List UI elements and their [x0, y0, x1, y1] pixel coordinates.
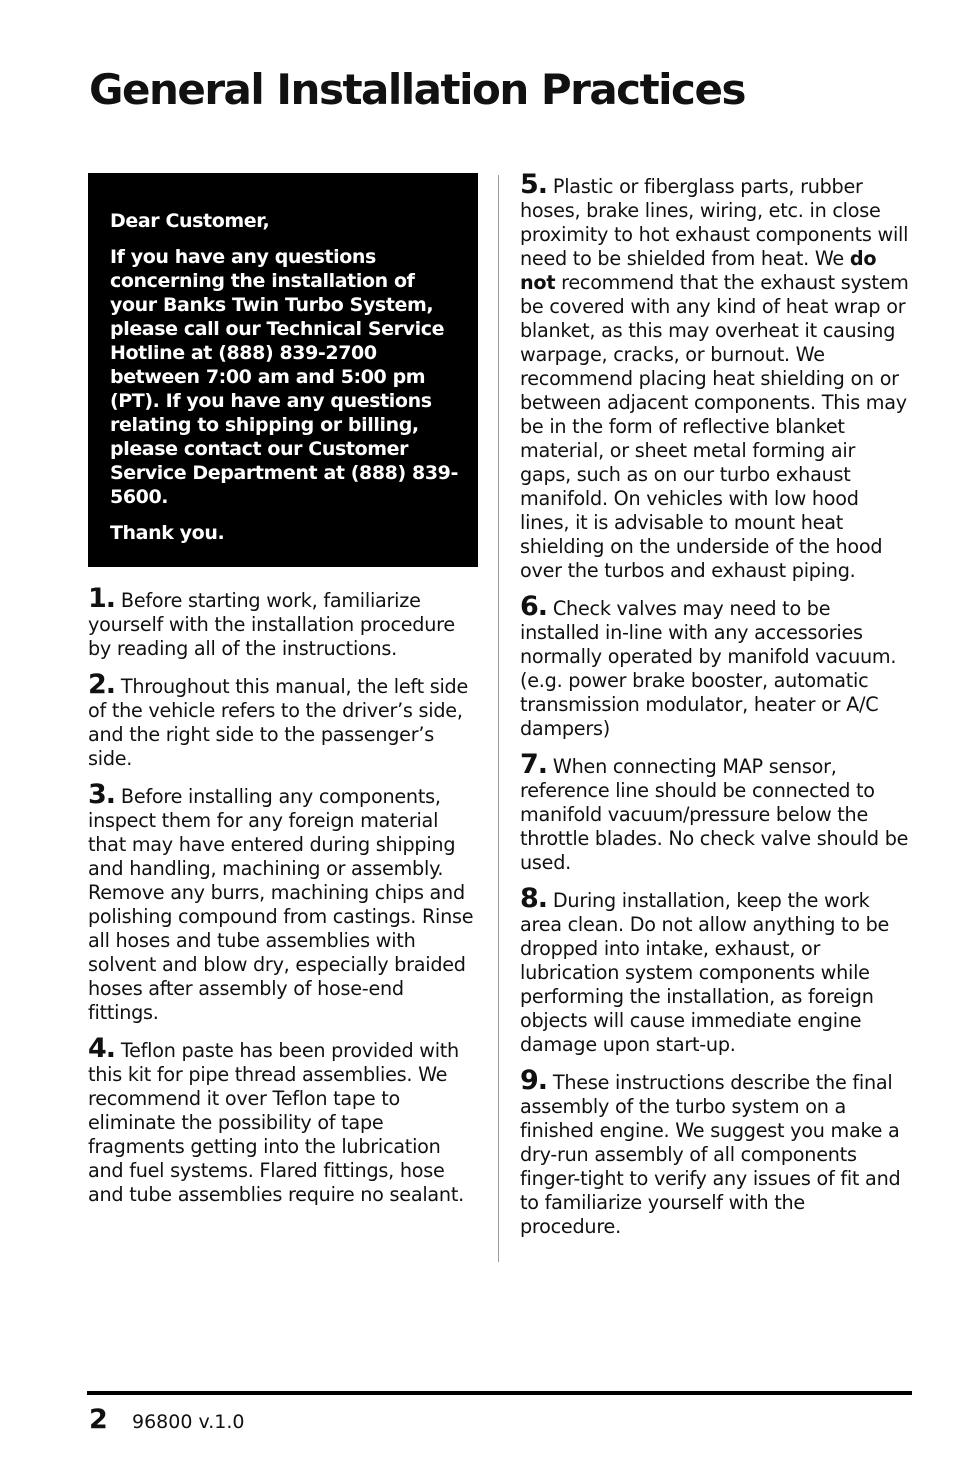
instruction-item-4 — [88, 1033, 478, 1207]
item-number: 6. — [520, 591, 548, 622]
item-number: 7. — [520, 749, 548, 780]
item-text: Check valves may need to be installed in-line with any accessories normally operated by manifold vacuum. (e.g. power brake booster, automatic transmission modulator, heater or A/C dampers) — [520, 597, 897, 740]
item-number: 9. — [520, 1065, 548, 1096]
item-number: 1. — [88, 583, 116, 614]
item-text: When connecting MAP sensor, reference line should be connected to manifold vacuum/pressure below the throttle blades. No check valve should be used. — [520, 755, 909, 874]
notice-closing: Thank you. — [110, 522, 225, 544]
column-divider — [498, 175, 499, 1262]
footer-rule — [87, 1391, 912, 1395]
notice-body: If you have any questions concerning the installation of your Banks Twin Turbo System, please call our Technical Service Hotline at (888) 839-2700 between 7:00 am and 5:00 pm (PT). If you have any questions relating to shipping or billing, please contact our Customer Service Department at (888) 839-5600. — [110, 246, 458, 508]
item-number: 5. — [520, 169, 548, 200]
right-column — [520, 169, 910, 1251]
item-text: Plastic or fiberglass parts, rubber hoses, brake lines, wiring, etc. in close proximity to hot exhaust components will need to be shielded from heat. We — [520, 175, 909, 270]
instruction-item-3 — [88, 779, 478, 1025]
customer-notice-box — [88, 173, 478, 567]
item-text: Teflon paste has been provided with this kit for pipe thread assemblies. We recommend it over Teflon tape to eliminate the possibility of tape fragments getting into the lubrication and fuel systems. Flared fittings, hose and tube assemblies require no sealant. — [88, 1039, 464, 1206]
page-title: General Installation Practices — [89, 65, 745, 114]
item-number: 4. — [88, 1033, 116, 1064]
item-text: recommend that the exhaust system be covered with any kind of heat wrap or blanket, as this may overheat it causing warpage, cracks, or burnout. We recommend placing heat shielding on or between adjacent components. This may be in the form of reflective blanket material, or sheet metal forming air gaps, such as on our turbo exhaust manifold. On vehicles with low hood lines, it is advisable to mount heat shielding on the underside of the hood over the turbos and exhaust piping. — [520, 271, 909, 582]
emphasis-text: do not — [520, 247, 877, 294]
instruction-item-6 — [520, 591, 910, 741]
item-number: 3. — [88, 779, 116, 810]
item-text: During installation, keep the work area clean. Do not allow anything to be dropped into intake, exhaust, or lubrication system components while performing the installation, as foreign objects will cause immediate engine damage upon start-up. — [520, 889, 890, 1056]
instruction-item-7 — [520, 749, 910, 875]
instruction-item-2 — [88, 669, 478, 771]
item-text: These instructions describe the final assembly of the turbo system on a finished engine. We suggest you make a dry-run assembly of all components finger-tight to verify any issues of fit and to familiarize yourself with the procedure. — [520, 1071, 901, 1238]
item-number: 2. — [88, 669, 116, 700]
page-number: 2 — [89, 1404, 108, 1435]
document-id: 96800 v.1.0 — [132, 1411, 245, 1433]
item-text: Before starting work, familiarize yourself with the installation procedure by reading all of the instructions. — [88, 589, 455, 660]
left-column — [88, 173, 478, 1219]
instruction-item-1 — [88, 583, 478, 661]
item-number: 8. — [520, 883, 548, 914]
instruction-item-8 — [520, 883, 910, 1057]
instruction-item-9 — [520, 1065, 910, 1239]
notice-greeting: Dear Customer, — [110, 210, 270, 232]
item-text: Before installing any components, inspect them for any foreign material that may have entered during shipping and handling, machining or assembly. Remove any burrs, machining chips and polishing compound from castings. Rinse all hoses and tube assemblies with solvent and blow dry, especially braided hoses after assembly of hose-end fittings. — [88, 785, 474, 1024]
item-text: Throughout this manual, the left side of the vehicle refers to the driver’s side, and the right side to the passenger’s side. — [88, 675, 469, 770]
instruction-item-5 — [520, 169, 910, 583]
